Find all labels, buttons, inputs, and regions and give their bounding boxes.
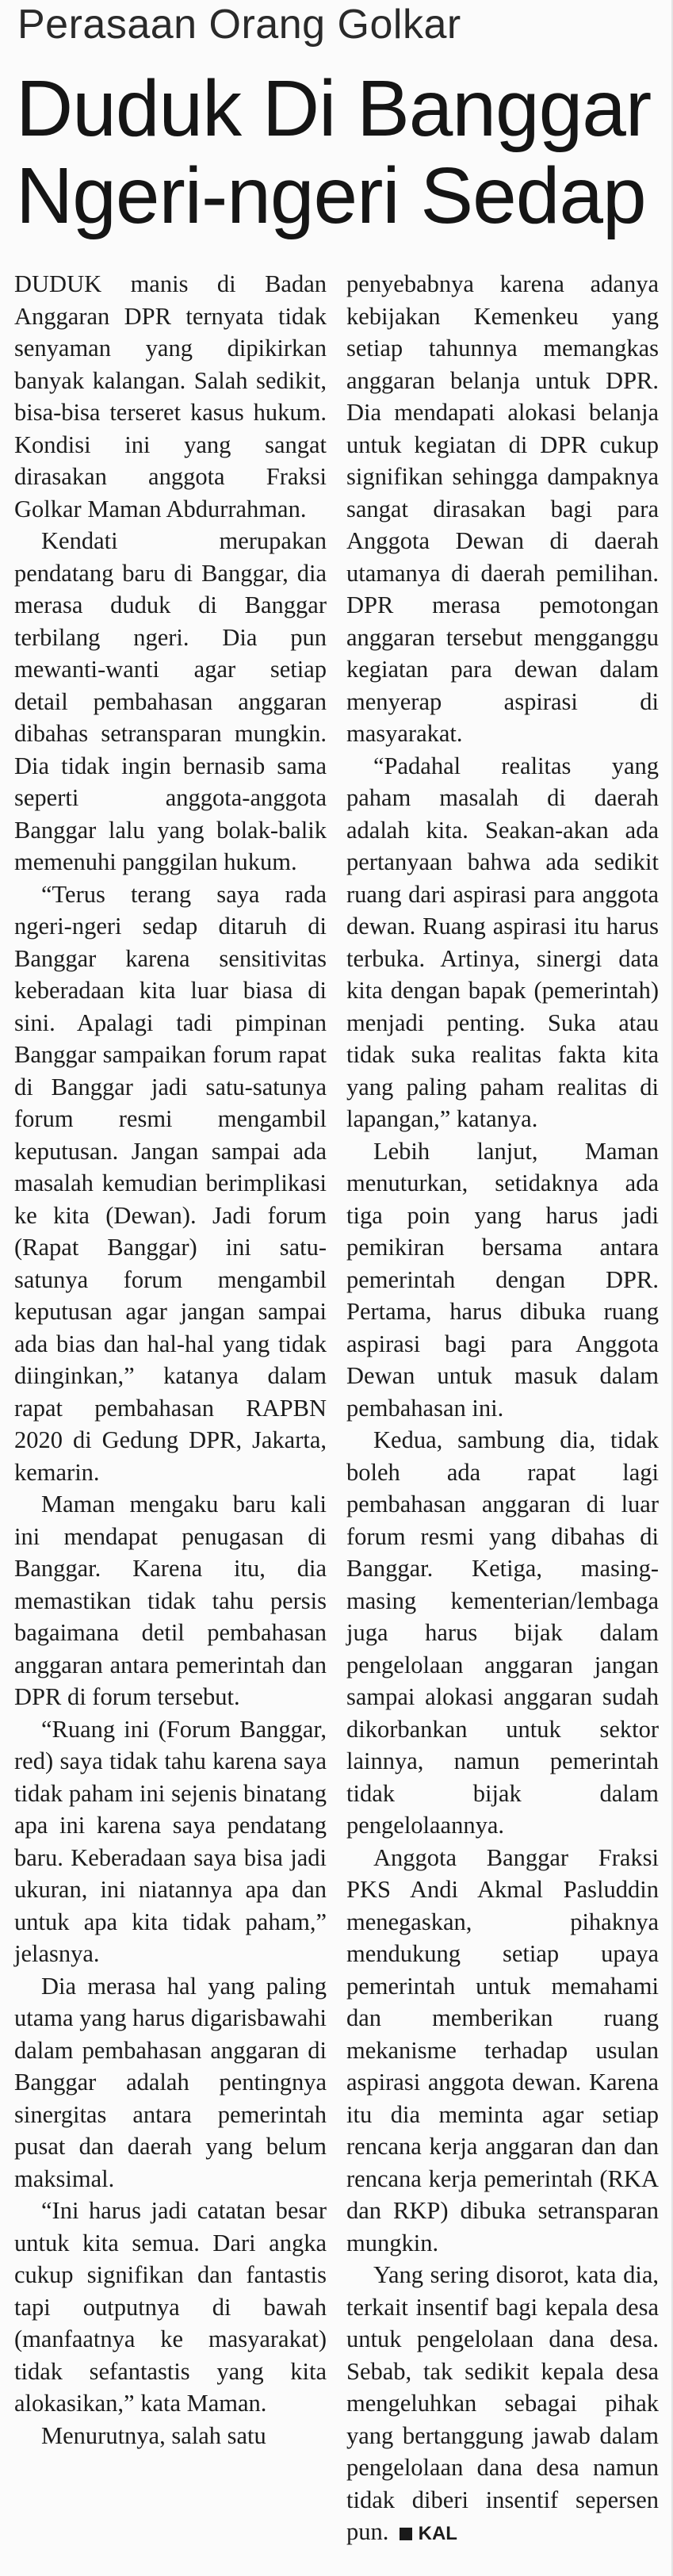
headline-line-1: Duduk Di Banggar: [16, 64, 652, 153]
paragraph: Lebih lanjut, Maman menuturkan, setidaknya ada tiga poin yang harus jadi pemikiran bersama antara pemerintah dengan DPR. Pertama, harus dibuka ruang aspirasi bagi para Anggota Dewan untuk masuk dalam pembahasan ini.: [346, 1137, 659, 1422]
paragraph-text: Yang sering disorot, kata dia, terkait insentif bagi kepala desa untuk pengelolaan dana desa. Sebab, tak sedikit kepala desa mengeluhkan sebagai pihak yang bertanggung jawab dalam pengelolaan dana desa namun tidak diberi insentif sepersen pun.: [346, 2261, 659, 2545]
paragraph: “Padahal realitas yang paham masalah di daerah adalah kita. Seakan-akan ada pertanyaan bahwa ada sedikit ruang dari aspirasi para anggota dewan. Ruang aspirasi itu harus terbuka. Artinya, sinergi data kita dengan bapak (pemerintah) menjadi penting. Suka atau tidak suka realitas fakta kita yang paling paham realitas di lapangan,” katanya.: [346, 752, 659, 1132]
author-signature: KAL: [418, 2523, 457, 2544]
article-kicker: Perasaan Orang Golkar: [17, 2, 461, 48]
left-column: [14, 268, 327, 2452]
paragraph: “Ini harus jadi catatan besar untuk kita semua. Dari angka cukup signifikan dan fantastis tapi outputnya di bawah (manfaatnya ke masyarakat) tidak sefantastis yang kita alokasikan,” kata Maman.: [14, 2197, 327, 2417]
paragraph: “Terus terang saya rada ngeri-ngeri sedap ditaruh di Banggar karena sensitivitas keberadaan kita luar biasa di sini. Apalagi tadi pimpinan Banggar sampaikan forum rapat di Banggar jadi satu-satunya forum resmi mengambil keputusan. Jangan sampai ada masalah kemudian berimplikasi ke kita (Dewan). Jadi forum (Rapat Banggar) ini satu-satunya forum mengambil keputusan agar jangan sampai ada bias dan hal-hal yang tidak diinginkan,” katanya dalam rapat pembahasan RAPBN 2020 di Gedung DPR, Jakarta, kemarin.: [14, 880, 327, 1486]
paragraph: Kedua, sambung dia, tidak boleh ada rapat lagi pembahasan anggaran di luar forum resmi yang dibahas di Banggar. Ketiga, masing-masing kementerian/lembaga juga harus bijak dalam pengelolaan anggaran jangan sampai alokasi anggaran sudah dikorbankan untuk sektor lainnya, namun pemerintah tidak bijak dalam pengelolaannya.: [346, 1426, 659, 1839]
end-mark-square: [400, 2528, 412, 2540]
headline-line-2: Ngeri-ngeri Sedap: [16, 151, 646, 240]
paragraph: Kendati merupakan pendatang baru di Banggar, dia merasa duduk di Banggar terbilang ngeri. Dia pun mewanti-wanti agar setiap detail pembahasan anggaran dibahas setransparan mungkin. Dia tidak ingin bernasib sama seperti anggota-anggota Banggar lalu yang bolak-balik memenuhi panggilan hukum.: [14, 527, 327, 875]
paragraph: DUDUK manis di Badan Anggaran DPR ternyata tidak senyaman yang dipikirkan banyak kalangan. Salah sedikit, bisa-bisa terseret kasus hukum. Kondisi ini yang sangat dirasakan anggota Fraksi Golkar Maman Abdurrahman.: [14, 270, 327, 522]
paragraph: Dia merasa hal yang paling utama yang harus digarisbawahi dalam pembahasan anggaran di Banggar adalah pentingnya sinergitas antara pemerintah pusat dan daerah yang belum maksimal.: [14, 1972, 327, 2192]
paragraph: Anggota Banggar Fraksi PKS Andi Akmal Pasluddin menegaskan, pihaknya mendukung setiap upaya pemerintah untuk memahami dan memberikan ruang mekanisme terhadap usulan aspirasi anggota dewan. Karena itu dia meminta agar setiap rencana kerja anggaran dan dan rencana kerja pemerintah (RKA dan RKP) dibuka setransparan mungkin.: [346, 1843, 659, 2256]
paragraph: Menurutnya, salah satu: [41, 2421, 266, 2449]
paragraph: penyebabnya karena adanya kebijakan Kemenkeu yang setiap tahunnya memangkas anggaran belanja untuk DPR. Dia mendapati alokasi belanja untuk kegiatan di DPR cukup signifikan sehingga dampaknya sangat dirasakan bagi para Anggota Dewan di daerah utamanya di daerah pemilihan. DPR merasa pemotongan anggaran tersebut mengganggu kegiatan para dewan dalam menyerap aspirasi di masyarakat.: [346, 270, 659, 747]
article-headline: [16, 65, 651, 239]
last-paragraph: [346, 2259, 659, 2551]
paragraph: Maman mengaku baru kali ini mendapat penugasan di Banggar. Karena itu, dia memastikan tidak tahu persis bagaimana detil pembahasan anggaran antara pemerintah dan DPR di forum tersebut.: [14, 1491, 327, 1710]
right-column: [346, 268, 659, 2551]
paragraph: “Ruang ini (Forum Banggar, red) saya tidak tahu karena saya tidak paham ini sejenis binatang apa ini karena saya pendatang baru. Keberadaan saya bisa jadi ukuran, ini niatannya apa dan untuk apa kita tidak paham,” jelasnya.: [14, 1715, 327, 1967]
